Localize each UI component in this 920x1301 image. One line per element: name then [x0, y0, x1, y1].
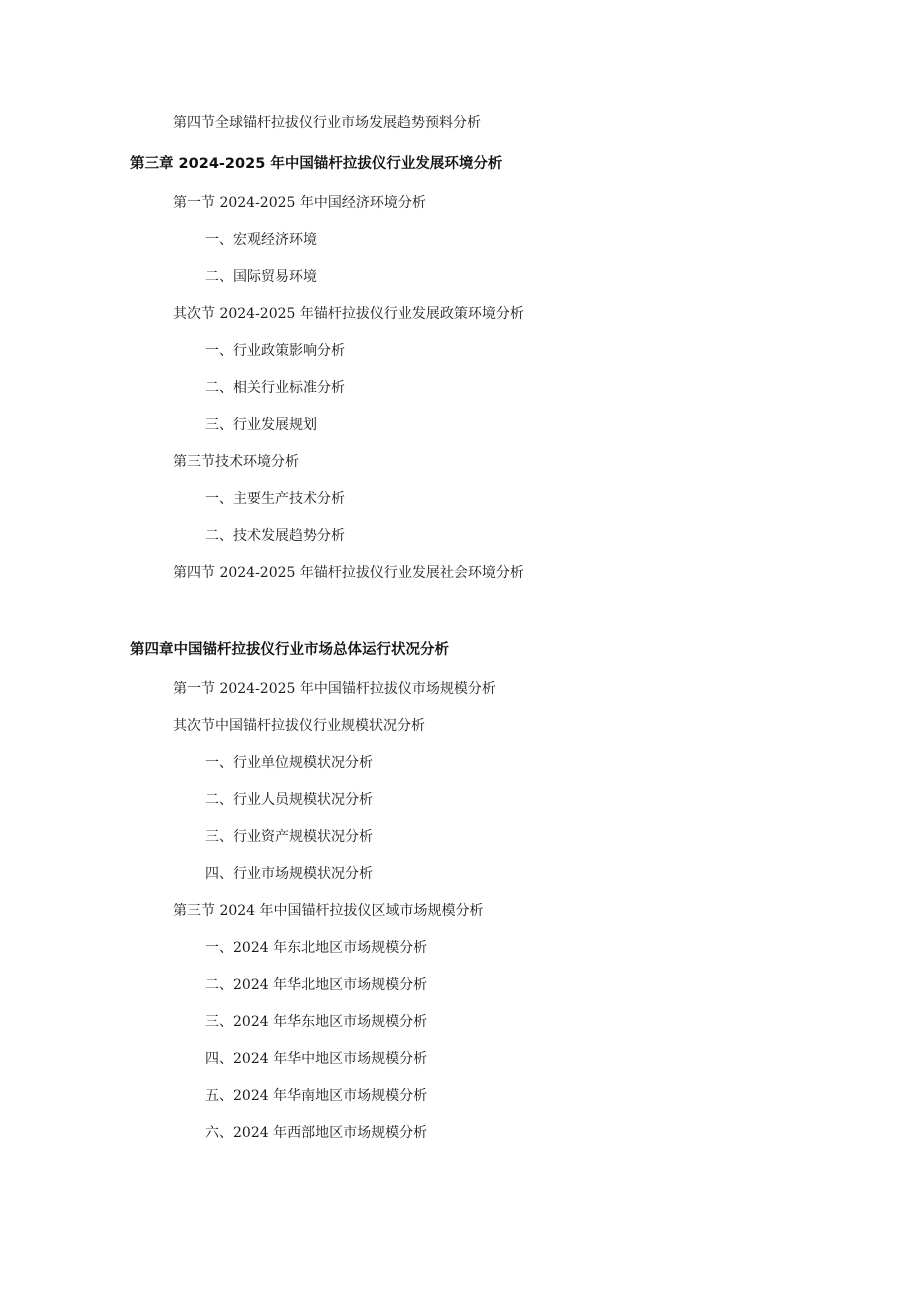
toc-ch4-section-1: 第一节 2024-2025 年中国锚杆拉拔仪市场规模分析: [173, 681, 496, 697]
toc-ch3-s2-item-2: 二、相关行业标准分析: [205, 380, 345, 396]
toc-section-4-global-trend: 第四节全球锚杆拉拔仪行业市场发展趋势预料分析: [173, 115, 481, 131]
toc-ch4-s2-item-4: 四、行业市场规模状况分析: [205, 866, 373, 882]
toc-ch3-s1-item-2: 二、国际贸易环境: [205, 269, 317, 285]
toc-ch4-s2-item-2: 二、行业人员规模状况分析: [205, 792, 373, 808]
toc-ch3-s2-item-3: 三、行业发展规划: [205, 417, 317, 433]
toc-chapter-3-heading: 第三章 2024-2025 年中国锚杆拉拔仪行业发展环境分析: [130, 156, 503, 172]
toc-ch4-s2-item-3: 三、行业资产规模状况分析: [205, 829, 373, 845]
toc-ch4-section-2: 其次节中国锚杆拉拔仪行业规模状况分析: [173, 718, 425, 734]
toc-ch3-s3-item-1: 一、主要生产技术分析: [205, 491, 345, 507]
toc-ch4-s3-item-1: 一、2024 年东北地区市场规模分析: [205, 940, 428, 956]
toc-ch4-s3-item-2: 二、2024 年华北地区市场规模分析: [205, 977, 428, 993]
toc-ch4-s3-item-6: 六、2024 年西部地区市场规模分析: [205, 1125, 428, 1141]
toc-ch3-section-3: 第三节技术环境分析: [173, 454, 299, 470]
toc-ch4-s3-item-4: 四、2024 年华中地区市场规模分析: [205, 1051, 428, 1067]
toc-ch3-s2-item-1: 一、行业政策影响分析: [205, 343, 345, 359]
toc-ch3-section-1: 第一节 2024-2025 年中国经济环境分析: [173, 195, 426, 211]
toc-ch3-section-4: 第四节 2024-2025 年锚杆拉拔仪行业发展社会环境分析: [173, 565, 524, 581]
toc-chapter-4-heading: 第四章中国锚杆拉拔仪行业市场总体运行状况分析: [130, 642, 449, 658]
toc-ch3-s3-item-2: 二、技术发展趋势分析: [205, 528, 345, 544]
toc-ch3-s1-item-1: 一、宏观经济环境: [205, 232, 317, 248]
toc-ch4-section-3: 第三节 2024 年中国锚杆拉拔仪区域市场规模分析: [173, 903, 484, 919]
toc-ch4-s3-item-5: 五、2024 年华南地区市场规模分析: [205, 1088, 428, 1104]
toc-ch4-s3-item-3: 三、2024 年华东地区市场规模分析: [205, 1014, 428, 1030]
toc-ch3-section-2: 其次节 2024-2025 年锚杆拉拔仪行业发展政策环境分析: [173, 306, 524, 322]
toc-ch4-s2-item-1: 一、行业单位规模状况分析: [205, 755, 373, 771]
